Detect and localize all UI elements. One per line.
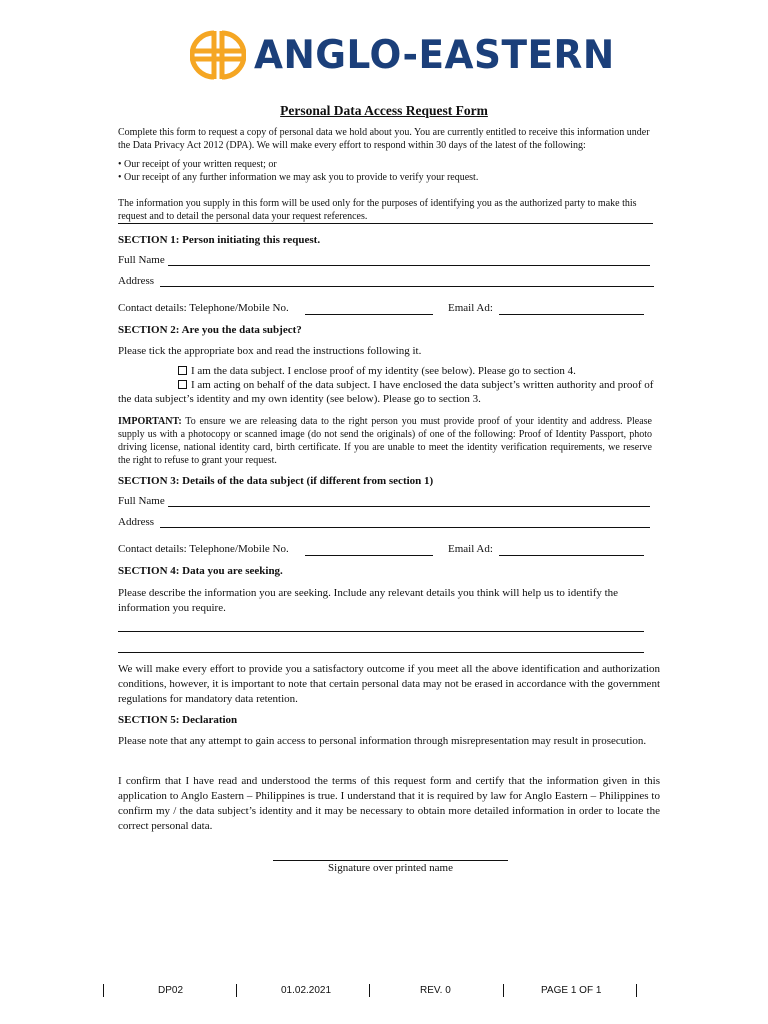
email-label: Email Ad: [448,302,493,314]
company-logo [190,27,630,83]
footer-separator [236,984,237,997]
full-name-label: Full Name [118,495,165,507]
signature-field[interactable] [273,860,508,861]
option-data-subject-label: I am the data subject. I enclose proof of my identity (see below). Please go to section 4. [191,365,576,377]
phone-field[interactable] [305,314,433,315]
signature-label: Signature over printed name [328,862,453,874]
anglo-eastern-emblem-icon [190,27,246,83]
footer-separator [503,984,504,997]
footer-separator [103,984,104,997]
footer-doc-code: DP02 [158,985,184,996]
section5-heading: SECTION 5: Declaration [118,714,238,726]
option-on-behalf [118,378,658,406]
footer-separator [636,984,637,997]
data-description-line-2[interactable] [118,652,644,653]
retention-note: We will make every effort to provide you a satisfactory outcome if you meet all the above identification and authorization conditions, however, it is important to note that certain personal data may not be erased in accordance with the government regulations for mandatory data retention. [118,663,660,705]
divider [118,223,653,224]
address-label: Address [118,275,155,287]
bullet-item: • Our receipt of your written request; or [118,159,277,170]
email-field[interactable] [499,314,644,315]
full-name-field[interactable] [168,265,650,266]
important-notice [118,415,652,467]
section4-instruction: Please describe the information you are seeking. Include any relevant details you think will help us to identify the information you require. [118,587,619,614]
subject-full-name-field[interactable] [168,506,650,507]
contact-label: Contact details: Telephone/Mobile No. [118,302,289,314]
email-label: Email Ad: [448,543,493,555]
subject-phone-field[interactable] [305,555,433,556]
section3-heading: SECTION 3: Details of the data subject (if different from section 1) [118,475,434,487]
section4-heading: SECTION 4: Data you are seeking. [118,565,283,577]
section2-instruction: Please tick the appropriate box and read the instructions following it. [118,345,422,357]
footer-page: PAGE 1 OF 1 [541,985,602,996]
section2-heading: SECTION 2: Are you the data subject? [118,324,302,336]
full-name-label: Full Name [118,254,165,266]
important-label: IMPORTANT: [118,416,182,427]
subject-address-field[interactable] [160,527,650,528]
important-text: To ensure we are releasing data to the right person you must provide proof of your identity and address. Please supply us with a photocopy or scanned image (do not send the originals) of one of the following: Proof of Identity Passport, photo driving license, national identity card, birth certificate. If you are unable to meet the identity verification requirements, we reserve the right to refuse to grant your request. [118,416,652,466]
option-on-behalf-label: I am acting on behalf of the data subject. I have enclosed the data subject’s written authority and proof of the data subject’s identity and my own identity (see below). Please go to section 3. [118,379,654,405]
misrepresentation-warning: Please note that any attempt to gain access to personal information through misrepresentation may result in prosecution. [118,735,647,747]
footer-separator [369,984,370,997]
bullet-item: • Our receipt of any further information we may ask you to provide to verify your request. [118,172,479,183]
checkbox-data-subject[interactable] [178,366,187,375]
footer-date: 01.02.2021 [281,985,332,996]
subject-email-field[interactable] [499,555,644,556]
purpose-text: The information you supply in this form will be used only for the purposes of identifying you as the authorized party to make this request and to detail the personal data your request references. [118,198,637,222]
data-description-line-1[interactable] [118,631,644,632]
option-data-subject [178,364,658,378]
brand-name: ANGLO-EASTERN [254,32,615,78]
section1-heading: SECTION 1: Person initiating this request. [118,234,321,246]
intro-text: Complete this form to request a copy of personal data we hold about you. You are currently entitled to receive this information under the Data Privacy Act 2012 (DPA). We will make every effort to respond within 30 days of the latest of the following: [118,127,650,151]
contact-label: Contact details: Telephone/Mobile No. [118,543,289,555]
form-title: Personal Data Access Request Form [280,103,488,118]
address-label: Address [118,516,155,528]
address-field[interactable] [160,286,654,287]
checkbox-on-behalf[interactable] [178,380,187,389]
footer-revision: REV. 0 [420,985,451,996]
declaration-text: I confirm that I have read and understood the terms of this request form and certify that the information given in this application to Anglo Eastern – Philippines is true. I understand that it is required by law for Anglo Eastern – Philippines to confirm my / the data subject’s identity and it may be necessary to obtain more detailed information in order to locate the correct personal data. [118,775,660,832]
